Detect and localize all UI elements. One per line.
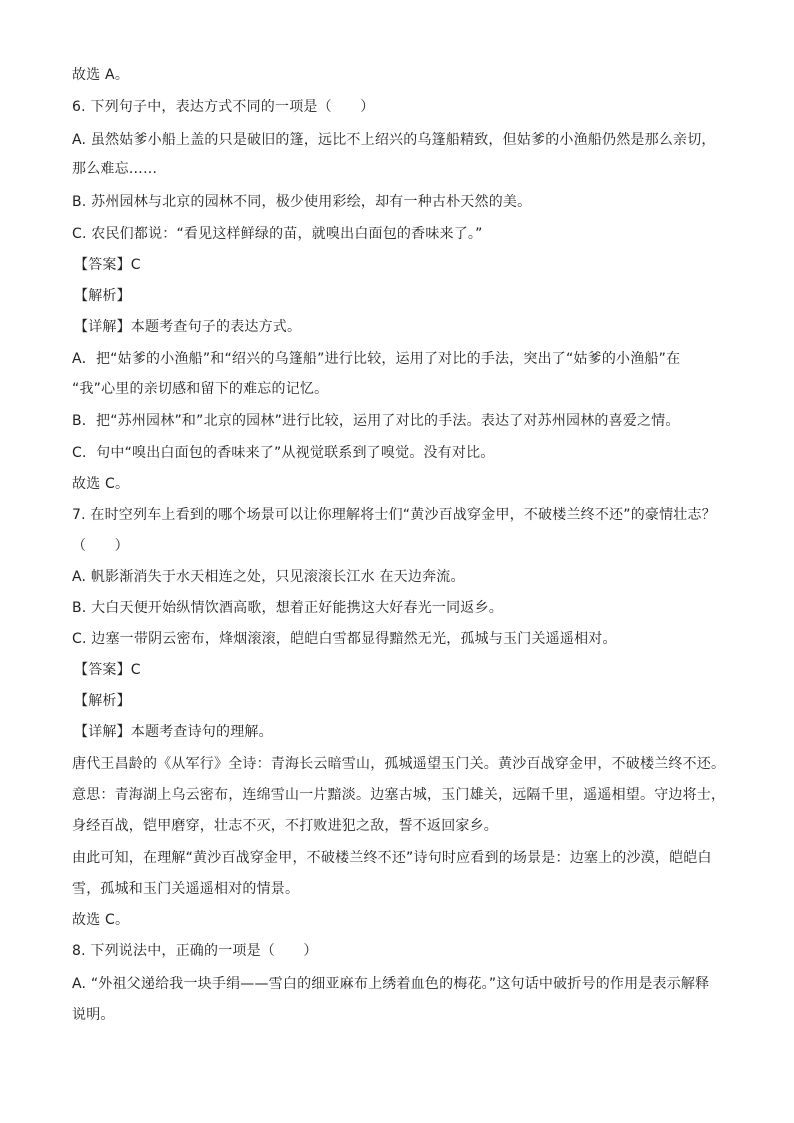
analysis-line: B．把“苏州园林”和”北京的园林”进行比较，运用了对比的手法。表达了对苏州园林的喜爱之情。 bbox=[72, 413, 680, 429]
question-7-option-b: B. 大白天便开始纵情饮酒高歌，想着正好能携这大好春光一同返乡。 bbox=[72, 600, 503, 616]
question-7-stem: 7. 在时空列车上看到的哪个场景可以让你理解将士们“黄沙百战穿金甲，不破楼兰终不还”的豪情壮志？ bbox=[72, 507, 716, 523]
analysis-line: 身经百战，铠甲磨穿，壮志不灭，不打败进犯之敌，誓不返回家乡。 bbox=[72, 818, 498, 834]
question-6-stem: 6. 下列句子中，表达方式不同的一项是（ ） bbox=[72, 99, 375, 115]
detail-label: 【详解】本题考查诗句的理解。 bbox=[74, 724, 273, 740]
analysis-label: 【解析】 bbox=[74, 288, 131, 304]
analysis-line: 意思：青海湖上乌云密布，连绵雪山一片黯淡。边塞古城，玉门雄关，远隔千里，遥遥相望。守边将士， bbox=[72, 787, 726, 803]
question-8-option-a-cont: 说明。 bbox=[72, 1007, 115, 1023]
text-line: 故选 C。 bbox=[72, 476, 130, 492]
question-7-option-a: A. 帆影渐消失于水天相连之处，只见滚滚长江水 在天边奔流。 bbox=[72, 569, 465, 585]
text-line: 故选 C。 bbox=[72, 912, 130, 928]
question-6-option-b: B. 苏州园林与北京的园林不同，极少使用彩绘，却有一种古朴天然的美。 bbox=[72, 194, 532, 210]
text-line: 故选 A。 bbox=[72, 67, 130, 83]
question-8-stem: 8. 下列说法中，正确的一项是（ ） bbox=[72, 943, 318, 959]
analysis-line: 雪，孤城和玉门关遥遥相对的情景。 bbox=[72, 881, 300, 897]
question-7-option-c: C. 边塞一带阴云密布，烽烟滚滚，皑皑白雪都显得黯然无光，孤城与玉门关遥遥相对。 bbox=[72, 631, 617, 647]
analysis-line: C．句中“嗅出白面包的香味来了”从视觉联系到了嗅觉。没有对比。 bbox=[72, 445, 495, 461]
question-7-stem-cont: （ ） bbox=[72, 538, 129, 554]
question-8-option-a: A. “外祖父递给我一块手绢——雪白的细亚麻布上绣着血色的梅花。”这句话中破折号的作用是表示解释 bbox=[72, 976, 710, 992]
answer-label: 【答案】C bbox=[74, 257, 141, 273]
answer-label: 【答案】C bbox=[74, 662, 141, 678]
analysis-line: 唐代王昌龄的《从军行》全诗：青海长云暗雪山，孤城遥望玉门关。黄沙百战穿金甲，不破楼兰终不还。 bbox=[72, 756, 726, 772]
question-6-option-a-cont: 那么难忘…… bbox=[72, 161, 158, 177]
analysis-line: 由此可知，在理解“黄沙百战穿金甲，不破楼兰终不还”诗句时应看到的场景是：边塞上的沙漠，皑皑白 bbox=[72, 850, 712, 866]
detail-label: 【详解】本题考查句子的表达方式。 bbox=[74, 319, 302, 335]
analysis-label: 【解析】 bbox=[74, 693, 131, 709]
question-6-option-c: C. 农民们都说：“看见这样鲜绿的苗，就嗅出白面包的香味来了。” bbox=[72, 226, 483, 242]
analysis-line: “我”心里的亲切感和留下的难忘的记忆。 bbox=[72, 381, 329, 397]
analysis-line: A．把“姑爹的小渔船”和“绍兴的乌篷船”进行比较，运用了对比的手法，突出了“姑爹的小渔船”在 bbox=[72, 351, 681, 367]
question-6-option-a: A. 虽然姑爹小船上盖的只是破旧的篷，远比不上绍兴的乌篷船精致，但姑爹的小渔船仍然是那么亲切， bbox=[72, 132, 716, 148]
